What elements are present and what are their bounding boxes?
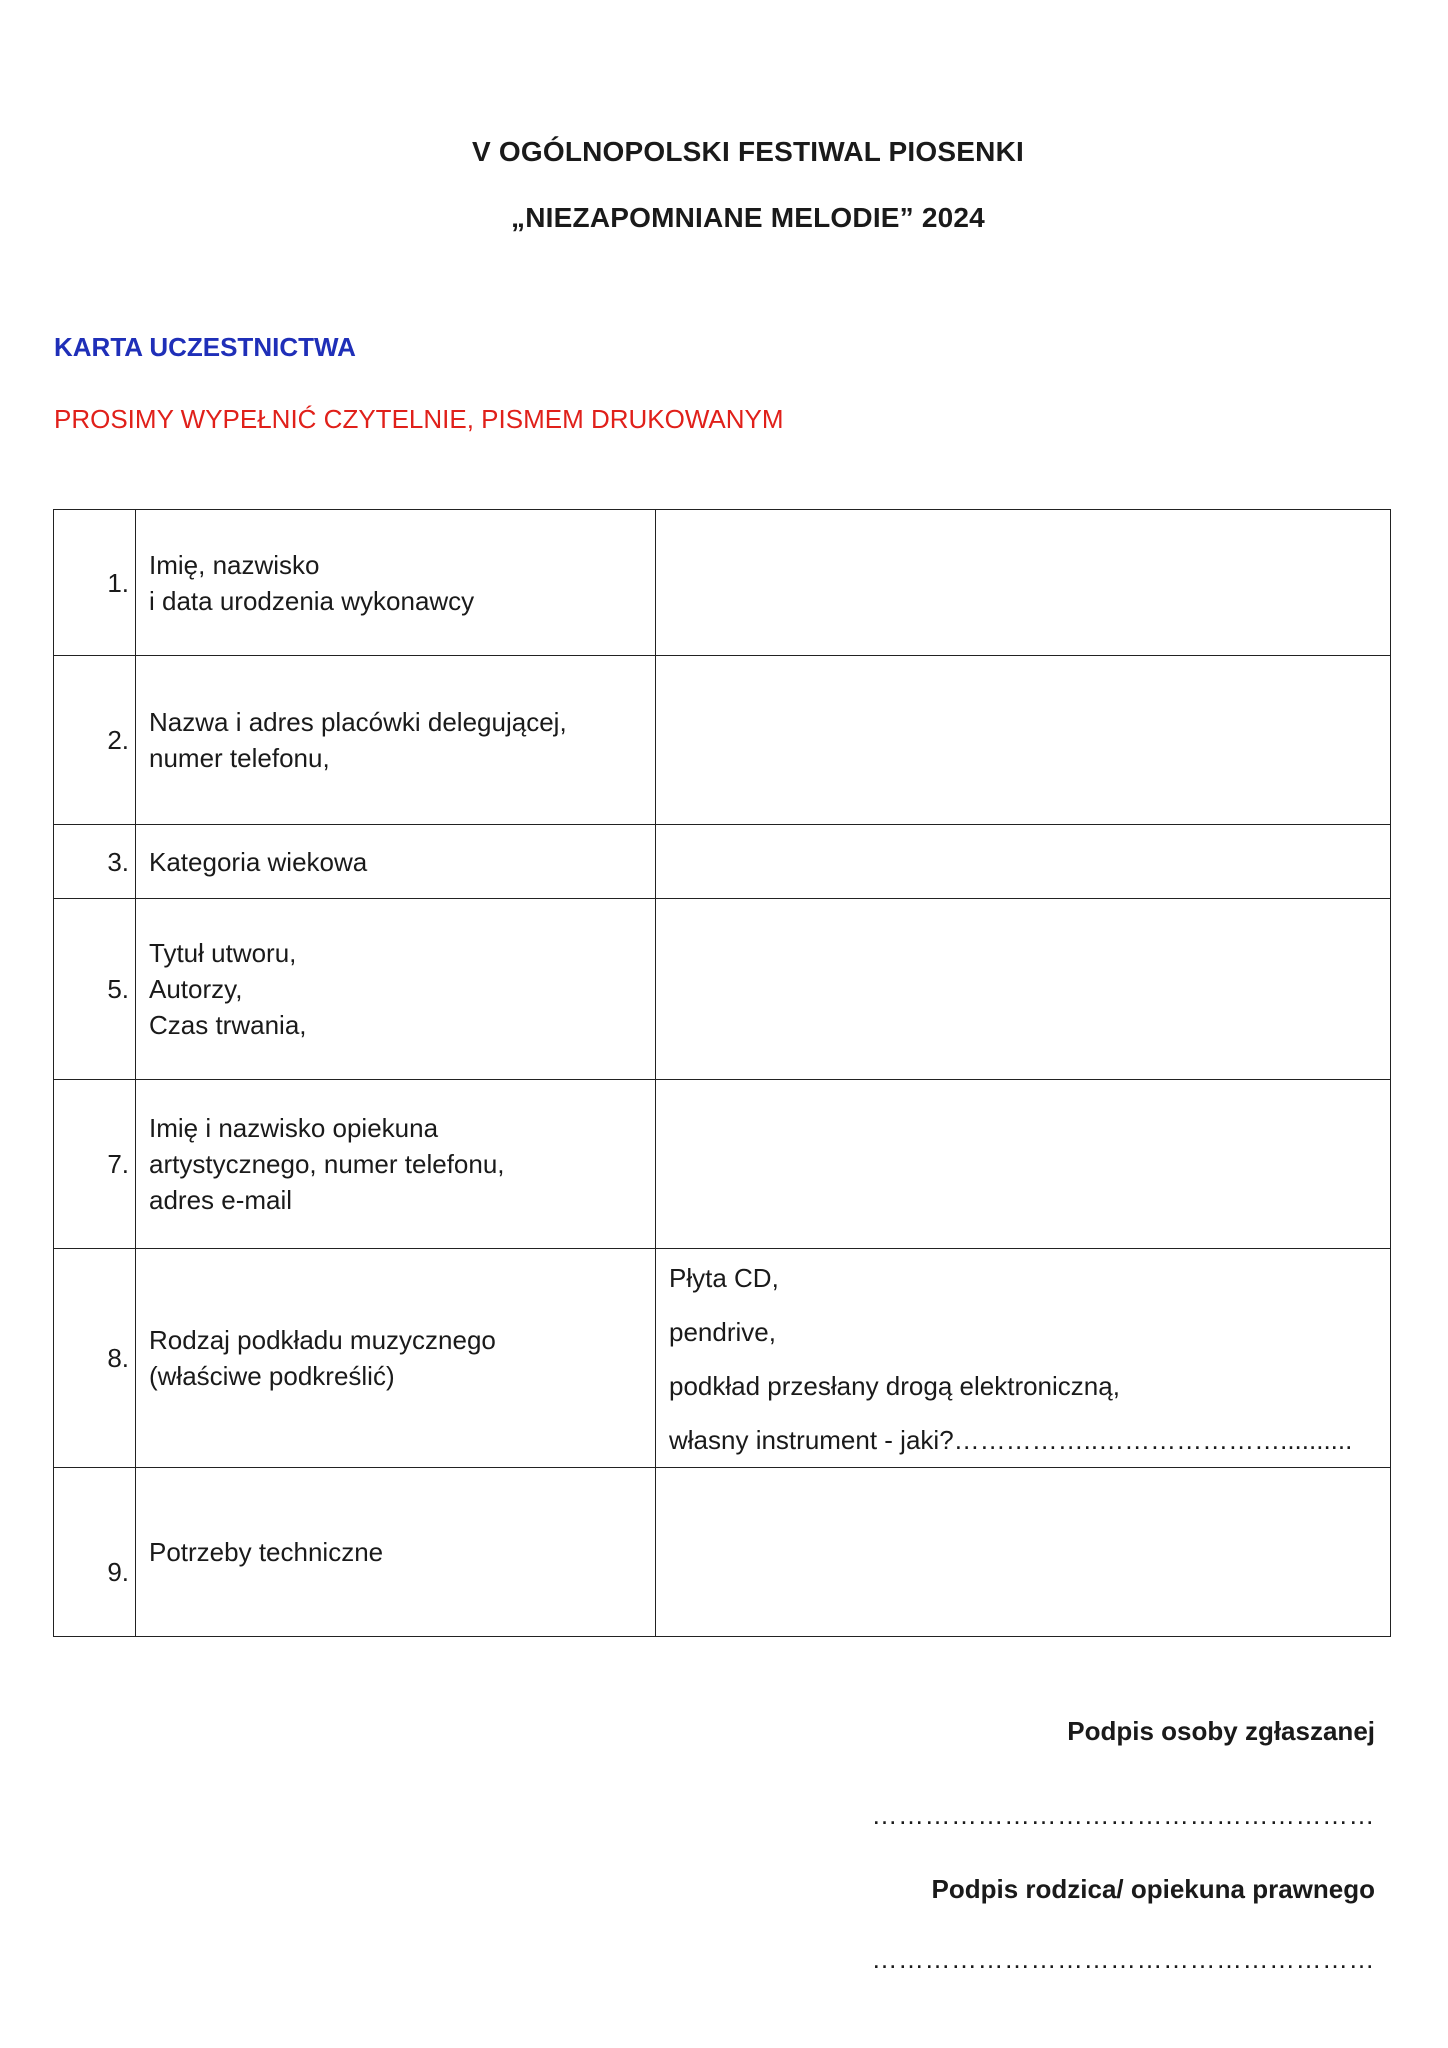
row-label-line: (właściwe podkreślić) [149,1361,395,1391]
row-label-line: Potrzeby techniczne [149,1537,384,1567]
option-cd[interactable]: Płyta CD, [669,1263,779,1293]
row-label-line: artystycznego, numer telefonu, [149,1149,505,1179]
row-label-line: adres e-mail [149,1185,293,1215]
row-number: 3. [54,825,136,899]
participant-signature-line[interactable]: ………………………………………………… [871,1800,1375,1830]
field-song-title-authors-duration[interactable] [656,899,1391,1080]
row-label [136,510,656,656]
form-instruction: PROSIMY WYPEŁNIĆ CZYTELNIE, PISMEM DRUKOWANYM [54,404,784,434]
table-row [54,1249,1391,1468]
row-label-line: Imię i nazwisko opiekuna [149,1113,439,1143]
row-label-line: Rodzaj podkładu muzycznego [149,1325,496,1355]
row-number: 1. [54,510,136,656]
row-label [136,899,656,1080]
field-artistic-supervisor-contact[interactable] [656,1080,1391,1249]
row-number: 2. [54,656,136,825]
row-label-line: i data urodzenia wykonawcy [149,585,475,616]
form-name: KARTA UCZESTNICTWA [54,332,356,362]
table-row [54,899,1391,1080]
participation-form-table [53,509,1391,1637]
row-label-line: numer telefonu, [149,743,330,773]
table-row [54,1468,1391,1637]
festival-title-line1: V OGÓLNOPOLSKI FESTIWAL PIOSENKI [472,136,1024,167]
row-label-line: Autorzy, [149,974,243,1004]
field-technical-needs[interactable] [656,1468,1391,1637]
guardian-signature-line[interactable]: ………………………………………………… [871,1944,1375,1974]
field-age-category[interactable] [656,825,1391,899]
guardian-signature-label: Podpis rodzica/ opiekuna prawnego [931,1874,1375,1904]
row-label [136,1080,656,1249]
row-number: 9. [54,1468,136,1637]
option-own-instrument[interactable]: własny instrument - jaki?……………..………………….......... [669,1425,1353,1455]
table-row [54,510,1391,656]
row-label [136,656,656,825]
row-label [136,1468,656,1637]
participant-signature-label: Podpis osoby zgłaszanej [1067,1716,1375,1746]
row-label-line: Czas trwania, [149,1010,307,1040]
option-electronic[interactable]: podkład przesłany drogą elektroniczną, [669,1371,1120,1401]
row-number: 7. [54,1080,136,1249]
row-number: 8. [54,1249,136,1468]
field-performer-name-birthdate[interactable] [656,510,1391,656]
row-label-line: Nazwa i adres placówki delegującej, [149,707,567,737]
row-label-line: Tytuł utworu, [149,938,297,968]
row-label [136,1249,656,1468]
option-pendrive[interactable]: pendrive, [669,1317,776,1347]
table-row [54,825,1391,899]
row-number: 5. [54,899,136,1080]
festival-title-line2: „NIEZAPOMNIANE MELODIE” 2024 [511,202,985,233]
field-institution-address-phone[interactable] [656,656,1391,825]
field-backing-track-type [656,1249,1391,1468]
row-label [136,825,656,899]
table-row [54,656,1391,825]
table-row [54,1080,1391,1249]
row-label-line: Kategoria wiekowa [149,846,368,877]
row-label-line: Imię, nazwisko [149,549,320,580]
